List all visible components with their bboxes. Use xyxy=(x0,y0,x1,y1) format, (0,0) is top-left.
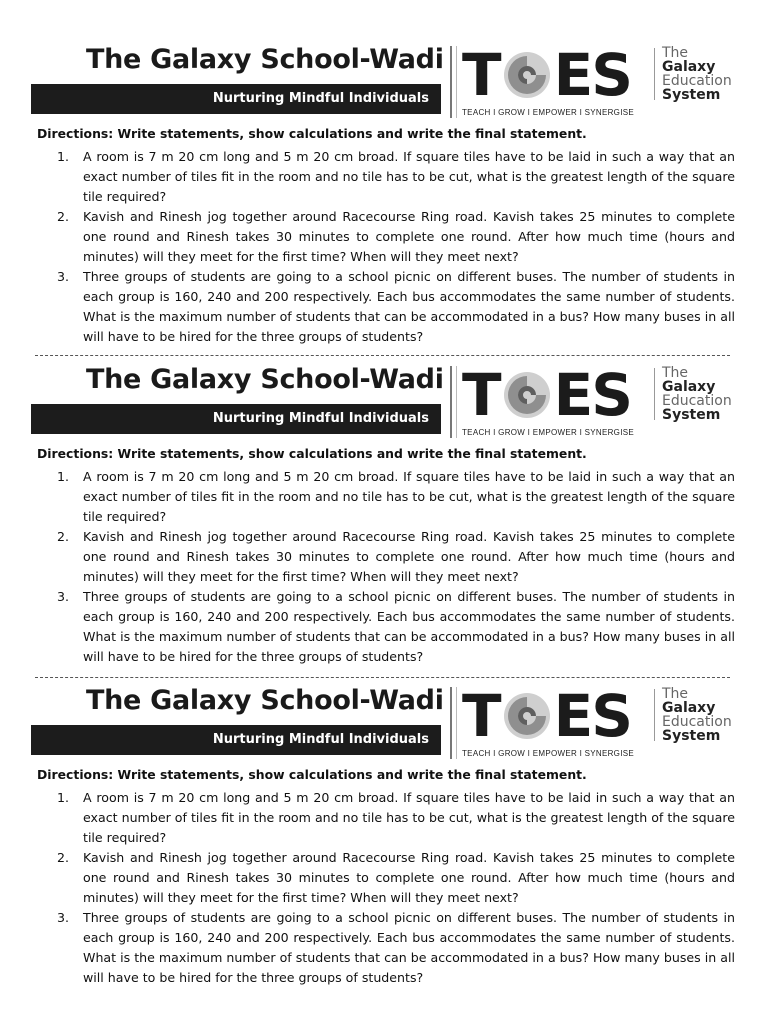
swirl-g-icon xyxy=(502,691,552,741)
question-item xyxy=(55,147,735,207)
question-item xyxy=(55,207,735,267)
question-number: 1. xyxy=(57,149,70,164)
header-divider-thin xyxy=(456,46,457,118)
worksheet-header xyxy=(0,0,768,117)
question-text: Kavish and Rinesh jog together around Racecourse Ring road. Kavish takes 25 minutes to complete one round and Rinesh takes 30 minutes to complete one round. After how much time (hours and minutes) will they meet for the first time? When will they meet next? xyxy=(83,850,735,905)
logo-system-line2: Galaxy xyxy=(662,379,716,395)
school-name: The Galaxy School-Wadi xyxy=(86,685,444,716)
cut-line xyxy=(35,677,730,678)
logo-system-line4: System xyxy=(662,407,721,423)
question-number: 2. xyxy=(57,529,70,544)
question-item xyxy=(55,467,735,527)
question-number: 3. xyxy=(57,269,70,284)
question-text: Three groups of students are going to a school picnic on different buses. The number of students in each group is 160, 240 and 200 respectively. Each bus accommodates the same number of students. What is the maximum number of students that can be accommodated in a bus? How many buses in all will have to be hired for the three groups of students? xyxy=(83,589,735,664)
worksheet-copy xyxy=(0,0,768,344)
question-number: 1. xyxy=(57,790,70,805)
logo-separator xyxy=(654,689,655,741)
logo-letters xyxy=(462,41,631,109)
tges-logo xyxy=(462,41,752,118)
question-text: A room is 7 m 20 cm long and 5 m 20 cm broad. If square tiles have to be laid in such a way that an exact number of tiles fit in the room and no tile has to be cut, what is the greatest length of the square tile required? xyxy=(83,149,735,204)
logo-motto: TEACH I GROW I EMPOWER I SYNERGISE xyxy=(462,749,634,758)
logo-motto: TEACH I GROW I EMPOWER I SYNERGISE xyxy=(462,108,634,117)
logo-system-line3: Education xyxy=(662,73,732,89)
worksheet-copy xyxy=(0,641,768,985)
tges-logo xyxy=(462,361,752,438)
question-number: 3. xyxy=(57,589,70,604)
logo-letters-es: ES xyxy=(553,361,631,429)
header-divider xyxy=(450,687,452,759)
school-name: The Galaxy School-Wadi xyxy=(86,364,444,395)
header-divider xyxy=(450,366,452,438)
tges-logo xyxy=(462,682,752,759)
question-text: Three groups of students are going to a school picnic on different buses. The number of students in each group is 160, 240 and 200 respectively. Each bus accommodates the same number of students. What is the maximum number of students that can be accommodated in a bus? How many buses in all will have to be hired for the three groups of students? xyxy=(83,910,735,985)
header-divider xyxy=(450,46,452,118)
school-name: The Galaxy School-Wadi xyxy=(86,44,444,75)
logo-letters-es: ES xyxy=(553,682,631,750)
logo-letters xyxy=(462,682,631,750)
tagline: Nurturing Mindful Individuals xyxy=(212,411,429,426)
tagline: Nurturing Mindful Individuals xyxy=(212,91,429,106)
tagline-bar xyxy=(31,84,441,114)
worksheet-header xyxy=(0,641,768,758)
logo-letter-t: T xyxy=(462,682,500,750)
directions-text: Directions: Write statements, show calculations and write the final statement. xyxy=(37,446,587,461)
tagline: Nurturing Mindful Individuals xyxy=(212,732,429,747)
question-number: 2. xyxy=(57,209,70,224)
tagline-bar xyxy=(31,725,441,755)
question-number: 3. xyxy=(57,910,70,925)
question-text: A room is 7 m 20 cm long and 5 m 20 cm broad. If square tiles have to be laid in such a way that an exact number of tiles fit in the room and no tile has to be cut, what is the greatest length of the square tile required? xyxy=(83,469,735,524)
logo-system-line2: Galaxy xyxy=(662,700,716,716)
question-list xyxy=(55,147,735,347)
logo-separator xyxy=(654,368,655,420)
question-item xyxy=(55,908,735,988)
logo-letter-t: T xyxy=(462,41,500,109)
logo-separator xyxy=(654,48,655,100)
tagline-bar xyxy=(31,404,441,434)
logo-letter-t: T xyxy=(462,361,500,429)
logo-letters-es: ES xyxy=(553,41,631,109)
question-text: A room is 7 m 20 cm long and 5 m 20 cm broad. If square tiles have to be laid in such a way that an exact number of tiles fit in the room and no tile has to be cut, what is the greatest length of the square tile required? xyxy=(83,790,735,845)
worksheet-header xyxy=(0,320,768,437)
question-text: Three groups of students are going to a school picnic on different buses. The number of students in each group is 160, 240 and 200 respectively. Each bus accommodates the same number of students. What is the maximum number of students that can be accommodated in a bus? How many buses in all will have to be hired for the three groups of students? xyxy=(83,269,735,344)
logo-system-line1: The xyxy=(662,365,689,381)
logo-system-line2: Galaxy xyxy=(662,59,716,75)
header-divider-thin xyxy=(456,687,457,759)
logo-system-line3: Education xyxy=(662,714,732,730)
swirl-g-icon xyxy=(502,370,552,420)
logo-motto: TEACH I GROW I EMPOWER I SYNERGISE xyxy=(462,428,634,437)
logo-system-name xyxy=(662,687,732,743)
logo-system-name xyxy=(662,46,732,102)
logo-system-line4: System xyxy=(662,728,721,744)
logo-system-line3: Education xyxy=(662,393,732,409)
logo-letters xyxy=(462,361,631,429)
question-item xyxy=(55,848,735,908)
question-number: 1. xyxy=(57,469,70,484)
logo-system-name xyxy=(662,366,732,422)
header-divider-thin xyxy=(456,366,457,438)
logo-system-line1: The xyxy=(662,686,689,702)
logo-system-line1: The xyxy=(662,45,689,61)
question-list xyxy=(55,467,735,667)
question-item xyxy=(55,788,735,848)
swirl-g-icon xyxy=(502,50,552,100)
logo-system-line4: System xyxy=(662,87,721,103)
question-list xyxy=(55,788,735,988)
directions-text: Directions: Write statements, show calculations and write the final statement. xyxy=(37,126,587,141)
question-text: Kavish and Rinesh jog together around Racecourse Ring road. Kavish takes 25 minutes to complete one round and Rinesh takes 30 minutes to complete one round. After how much time (hours and minutes) will they meet for the first time? When will they meet next? xyxy=(83,529,735,584)
question-text: Kavish and Rinesh jog together around Racecourse Ring road. Kavish takes 25 minutes to complete one round and Rinesh takes 30 minutes to complete one round. After how much time (hours and minutes) will they meet for the first time? When will they meet next? xyxy=(83,209,735,264)
question-item xyxy=(55,527,735,587)
cut-line xyxy=(35,355,730,356)
question-number: 2. xyxy=(57,850,70,865)
worksheet-copy xyxy=(0,320,768,664)
directions-text: Directions: Write statements, show calculations and write the final statement. xyxy=(37,767,587,782)
